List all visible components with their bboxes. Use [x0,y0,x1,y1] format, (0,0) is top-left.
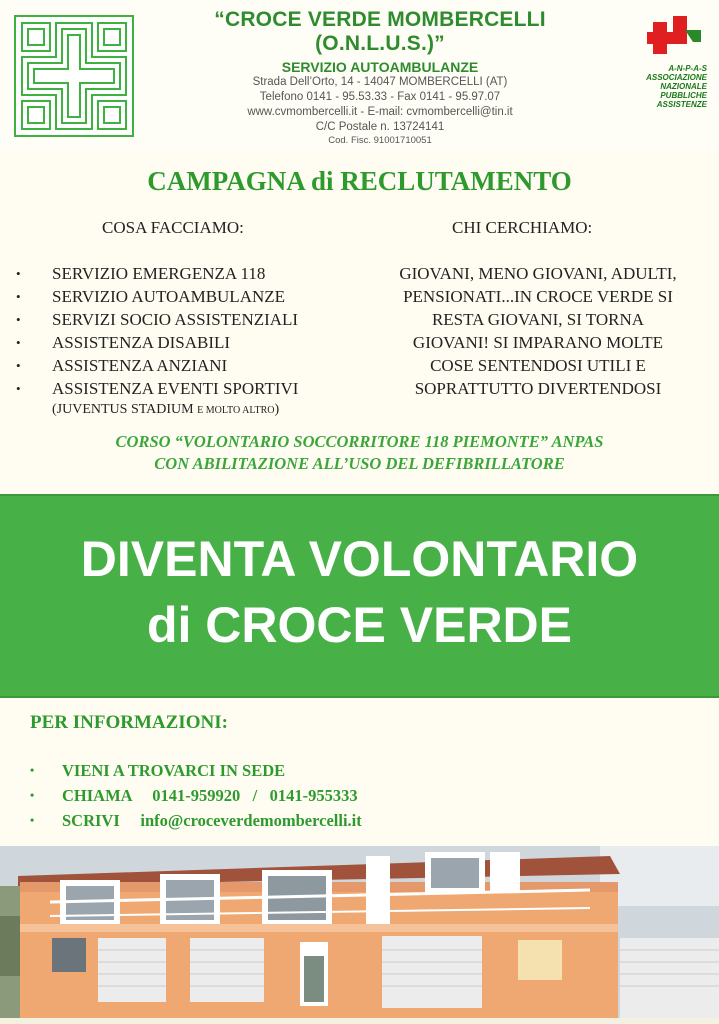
anpas-cross-icon [645,12,707,64]
info-heading: PER INFORMAZIONI: [30,712,228,733]
anpas-line: ASSOCIAZIONE [646,73,707,82]
organization-block [150,8,610,146]
fiscal-code-line: Cod. Fisc. 91001710051 [328,135,432,146]
anpas-line: ASSISTENZE [656,100,707,109]
text-line: GIOVANI, MENO GIOVANI, ADULTI, [399,264,677,283]
list-item: • SERVIZI SOCIO ASSISTENZIALI [16,308,366,331]
anpas-line: A-N-P-A-S [668,64,707,73]
anpas-line: PUBBLICHE [660,91,707,100]
who-we-seek-text [366,262,710,400]
address-line: Strada Dell’Orto, 14 - 14047 MOMBERCELLI (AT) [252,76,508,88]
volunteer-banner [0,494,719,698]
service-subtitle: SERVIZIO AUTOAMBULANZE [281,59,479,75]
course-line-2: CON ABILITAZIONE ALL’USO DEL DEFIBRILLATORE [154,454,565,473]
banner-line-1: DIVENTA VOLONTARIO [80,531,639,587]
anpas-logo [625,12,707,109]
services-note: (JUVENTUS STADIUM E MOLTO ALTRO) [52,402,280,417]
info-item-call: • CHIAMA 0141-959920 / 0141-955333 [30,783,362,808]
list-item: • SERVIZIO AUTOAMBULANZE [16,285,366,308]
text-line: SOPRATTUTTO DIVERTENDOSI [414,379,662,398]
list-item: • ASSISTENZA DISABILI [16,331,366,354]
list-item: • ASSISTENZA EVENTI SPORTIVI [16,377,366,400]
text-line: COSE SENTENDOSI UTILI E [430,356,646,375]
services-list [16,262,366,421]
list-item: • SERVIZIO EMERGENZA 118 [16,262,366,285]
postal-account-line: C/C Postale n. 13724141 [315,121,445,133]
info-item-visit: • VIENI A TROVARCI IN SEDE [30,758,362,783]
right-column-heading: CHI CERCHIAMO: [452,218,593,237]
croce-verde-logo-icon [14,15,134,137]
campaign-title: CAMPAGNA di RECLUTAMENTO [147,166,572,196]
list-item: • ASSISTENZA ANZIANI [16,354,366,377]
web-email-line: www.cvmombercelli.it - E-mail: cvmombercelli@tin.it [247,106,513,118]
anpas-line: NAZIONALE [660,82,707,91]
headquarters-photo [0,846,719,1018]
info-list [30,758,362,833]
info-item-write: • SCRIVI info@croceverdemombercelli.it [30,808,362,833]
bottom-strip [0,1018,719,1024]
text-line: GIOVANI! SI IMPARANO MOLTE [412,333,664,352]
letterhead [0,0,719,150]
organization-name: “CROCE VERDE MOMBERCELLI (O.N.L.U.S.)” [214,8,546,55]
text-line: RESTA GIOVANI, SI TORNA [431,310,645,329]
course-line-1: CORSO “VOLONTARIO SOCCORRITORE 118 PIEMONTE” ANPAS [115,432,604,451]
left-column-heading: COSA FACCIAMO: [102,218,244,237]
banner-line-2: di CROCE VERDE [146,597,573,653]
phone-fax-line: Telefono 0141 - 95.53.33 - Fax 0141 - 95.97.07 [259,91,501,103]
text-line: PENSIONATI...IN CROCE VERDE SI [403,287,673,306]
